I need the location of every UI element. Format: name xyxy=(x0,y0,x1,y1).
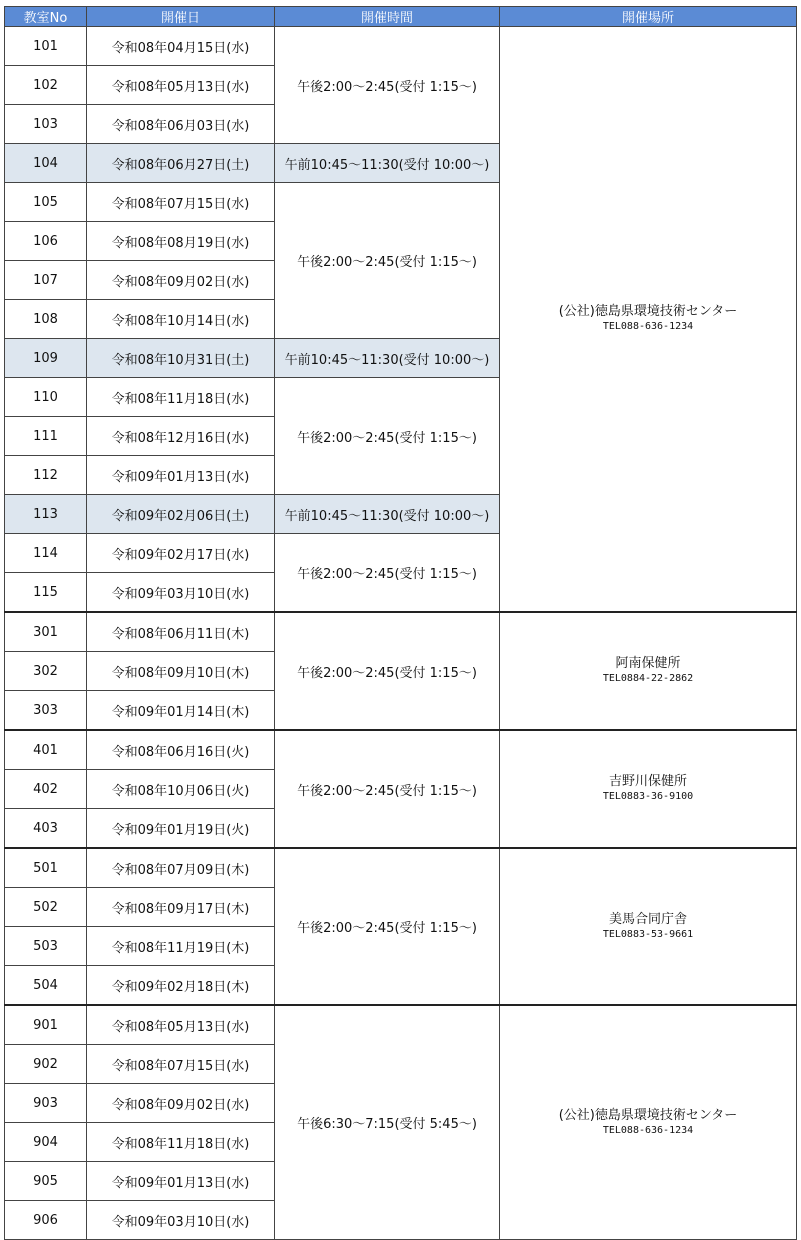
class-no-cell: 110 xyxy=(5,378,87,417)
table-row xyxy=(5,730,797,770)
header-class-no: 教室No xyxy=(5,7,87,27)
date-cell: 令和08年07月15日(水) xyxy=(87,1045,275,1084)
class-no-cell: 106 xyxy=(5,222,87,261)
header-time: 開催時間 xyxy=(275,7,500,27)
date-cell: 令和09年02月18日(木) xyxy=(87,966,275,1006)
class-no-cell: 113 xyxy=(5,495,87,534)
date-cell: 令和08年05月13日(水) xyxy=(87,66,275,105)
class-no-cell: 903 xyxy=(5,1084,87,1123)
class-no-cell: 504 xyxy=(5,966,87,1006)
class-no-cell: 901 xyxy=(5,1005,87,1045)
date-cell: 令和08年12月16日(水) xyxy=(87,417,275,456)
class-no-cell: 107 xyxy=(5,261,87,300)
table-row xyxy=(5,27,797,66)
place-cell xyxy=(500,612,797,730)
class-no-cell: 114 xyxy=(5,534,87,573)
date-cell: 令和09年02月17日(水) xyxy=(87,534,275,573)
class-no-cell: 101 xyxy=(5,27,87,66)
header-row xyxy=(5,7,797,27)
date-cell: 令和09年01月14日(木) xyxy=(87,691,275,731)
place-tel: TEL0883-53-9661 xyxy=(602,928,694,940)
class-no-cell: 501 xyxy=(5,848,87,888)
class-no-cell: 905 xyxy=(5,1162,87,1201)
class-no-cell: 502 xyxy=(5,888,87,927)
class-no-cell: 301 xyxy=(5,612,87,652)
class-no-cell: 105 xyxy=(5,183,87,222)
time-cell: 午前10:45～11:30(受付 10:00～) xyxy=(275,144,500,183)
class-no-cell: 904 xyxy=(5,1123,87,1162)
place-name: 美馬合同庁舎 xyxy=(608,911,687,927)
class-no-cell: 401 xyxy=(5,730,87,770)
date-cell: 令和08年07月15日(水) xyxy=(87,183,275,222)
place-tel: TEL088-636-1234 xyxy=(602,321,694,332)
date-cell: 令和08年05月13日(水) xyxy=(87,1005,275,1045)
date-cell: 令和08年09月10日(木) xyxy=(87,652,275,691)
header-date: 開催日 xyxy=(87,7,275,27)
date-cell: 令和08年06月03日(水) xyxy=(87,105,275,144)
date-cell: 令和09年01月13日(水) xyxy=(87,456,275,495)
date-cell: 令和08年10月06日(火) xyxy=(87,770,275,809)
date-cell: 令和08年11月19日(木) xyxy=(87,927,275,966)
header-place: 開催場所 xyxy=(500,7,797,27)
class-no-cell: 108 xyxy=(5,300,87,339)
class-no-cell: 109 xyxy=(5,339,87,378)
class-no-cell: 102 xyxy=(5,66,87,105)
date-cell: 令和08年11月18日(水) xyxy=(87,1123,275,1162)
date-cell: 令和08年06月11日(木) xyxy=(87,612,275,652)
class-no-cell: 902 xyxy=(5,1045,87,1084)
time-cell: 午後2:00～2:45(受付 1:15～) xyxy=(275,612,500,730)
date-cell: 令和09年01月13日(水) xyxy=(87,1162,275,1201)
date-cell: 令和08年09月02日(水) xyxy=(87,261,275,300)
time-cell: 午後2:00～2:45(受付 1:15～) xyxy=(275,534,500,613)
class-no-cell: 503 xyxy=(5,927,87,966)
table-row xyxy=(5,1005,797,1045)
date-cell: 令和09年03月10日(水) xyxy=(87,573,275,613)
class-no-cell: 906 xyxy=(5,1201,87,1240)
place-name: 阿南保健所 xyxy=(615,656,681,671)
place-tel: TEL0884-22-2862 xyxy=(602,673,694,684)
table-row xyxy=(5,848,797,888)
time-cell: 午後2:00～2:45(受付 1:15～) xyxy=(275,730,500,848)
class-no-cell: 115 xyxy=(5,573,87,613)
place-name: (公社)徳島県環境技術センター xyxy=(558,1107,738,1123)
time-cell: 午後2:00～2:45(受付 1:15～) xyxy=(275,848,500,1005)
date-cell: 令和08年06月16日(火) xyxy=(87,730,275,770)
date-cell: 令和09年02月06日(土) xyxy=(87,495,275,534)
date-cell: 令和08年07月09日(木) xyxy=(87,848,275,888)
place-cell xyxy=(500,1005,797,1240)
place-tel: TEL088-636-1234 xyxy=(602,1124,694,1136)
date-cell: 令和08年06月27日(土) xyxy=(87,144,275,183)
time-cell: 午前10:45～11:30(受付 10:00～) xyxy=(275,495,500,534)
class-no-cell: 104 xyxy=(5,144,87,183)
place-tel: TEL0883-36-9100 xyxy=(602,791,694,802)
time-cell: 午後2:00～2:45(受付 1:15～) xyxy=(275,378,500,495)
class-no-cell: 403 xyxy=(5,809,87,849)
place-name: 吉野川保健所 xyxy=(608,774,687,789)
date-cell: 令和08年11月18日(水) xyxy=(87,378,275,417)
date-cell: 令和09年03月10日(水) xyxy=(87,1201,275,1240)
class-no-cell: 303 xyxy=(5,691,87,731)
place-name: (公社)徳島県環境技術センター xyxy=(558,304,738,319)
time-cell: 午後6:30～7:15(受付 5:45～) xyxy=(275,1005,500,1240)
date-cell: 令和09年01月19日(火) xyxy=(87,809,275,849)
date-cell: 令和08年09月17日(木) xyxy=(87,888,275,927)
class-no-cell: 112 xyxy=(5,456,87,495)
place-cell xyxy=(500,848,797,1005)
class-no-cell: 402 xyxy=(5,770,87,809)
date-cell: 令和08年09月02日(水) xyxy=(87,1084,275,1123)
schedule-table xyxy=(4,6,797,1240)
class-no-cell: 103 xyxy=(5,105,87,144)
date-cell: 令和08年08月19日(水) xyxy=(87,222,275,261)
time-cell: 午後2:00～2:45(受付 1:15～) xyxy=(275,183,500,339)
time-cell: 午後2:00～2:45(受付 1:15～) xyxy=(275,27,500,144)
class-no-cell: 111 xyxy=(5,417,87,456)
class-no-cell: 302 xyxy=(5,652,87,691)
date-cell: 令和08年10月14日(水) xyxy=(87,300,275,339)
place-cell xyxy=(500,27,797,613)
date-cell: 令和08年10月31日(土) xyxy=(87,339,275,378)
table-row xyxy=(5,612,797,652)
date-cell: 令和08年04月15日(水) xyxy=(87,27,275,66)
time-cell: 午前10:45～11:30(受付 10:00～) xyxy=(275,339,500,378)
place-cell xyxy=(500,730,797,848)
